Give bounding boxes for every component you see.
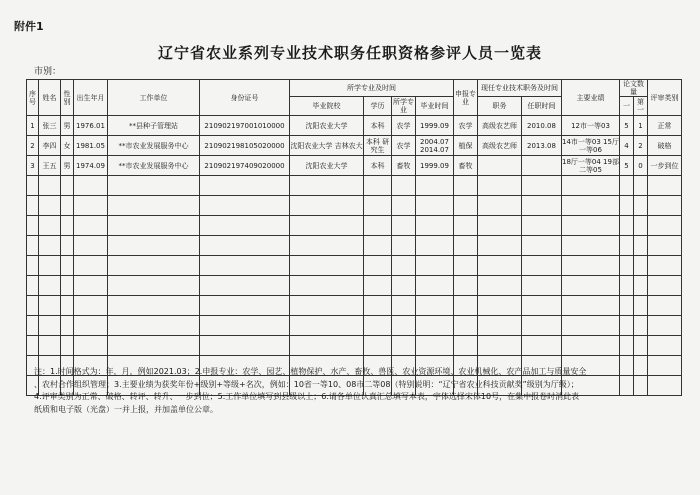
- cell-degree: [364, 176, 392, 196]
- cell-major: [392, 296, 416, 316]
- cell-review: [648, 236, 682, 256]
- cell-birth: 1974.09: [74, 156, 108, 176]
- col-grad-time: 毕业时间: [416, 97, 454, 116]
- note-line: 、农村合作组织管理；3.主要业绩为获奖年份+级别+等级+名次，例如：10省一等10、08市二等08（特别说明：“辽宁省农业科技贡献奖”级别为厅级）；: [34, 379, 579, 389]
- cell-review: [648, 176, 682, 196]
- cell-school: [290, 316, 364, 336]
- col-review: 评审类别: [648, 80, 682, 116]
- cell-review: 破格: [648, 136, 682, 156]
- cell-seq: [27, 196, 39, 216]
- cell-post-time: [522, 156, 562, 176]
- cell-achievement: [562, 336, 620, 356]
- cell-birth: [74, 296, 108, 316]
- cell-name: 张三: [39, 116, 61, 136]
- cell-review: 正常: [648, 116, 682, 136]
- cell-unit: [108, 196, 200, 216]
- cell-paper-total: [620, 256, 634, 276]
- cell-review: [648, 336, 682, 356]
- col-post-time: 任职时间: [522, 97, 562, 116]
- cell-seq: [27, 256, 39, 276]
- cell-gender: [61, 236, 74, 256]
- cell-apply-major: [454, 276, 478, 296]
- table-body: [27, 116, 682, 396]
- col-paper-total: 一: [620, 97, 634, 116]
- cell-major: [392, 176, 416, 196]
- cell-school: [290, 256, 364, 276]
- cell-post: [478, 276, 522, 296]
- cell-achievement: [562, 256, 620, 276]
- cell-school: [290, 216, 364, 236]
- cell-seq: 2: [27, 136, 39, 156]
- cell-apply-major: [454, 196, 478, 216]
- cell-paper-first: 1: [634, 116, 648, 136]
- cell-birth: [74, 176, 108, 196]
- table-row: [27, 196, 682, 216]
- cell-major: 农学: [392, 116, 416, 136]
- cell-degree: 本科: [364, 156, 392, 176]
- cell-post-time: [522, 336, 562, 356]
- cell-gender: 男: [61, 116, 74, 136]
- cell-review: [648, 216, 682, 236]
- cell-apply-major: [454, 216, 478, 236]
- cell-degree: [364, 216, 392, 236]
- cell-achievement: [562, 196, 620, 216]
- cell-achievement: [562, 216, 620, 236]
- cell-gender: [61, 196, 74, 216]
- cell-degree: [364, 316, 392, 336]
- cell-review: [648, 256, 682, 276]
- cell-birth: [74, 256, 108, 276]
- cell-paper-total: [620, 176, 634, 196]
- cell-post: [478, 176, 522, 196]
- cell-achievement: [562, 276, 620, 296]
- table-row: [27, 336, 682, 356]
- cell-post-time: 2010.08: [522, 116, 562, 136]
- personnel-table: [26, 79, 682, 396]
- cell-school: [290, 236, 364, 256]
- cell-gender: 男: [61, 156, 74, 176]
- cell-id: [200, 216, 290, 236]
- cell-unit: **市农业发展服务中心: [108, 156, 200, 176]
- cell-major: [392, 316, 416, 336]
- cell-id: 210902197001010000: [200, 116, 290, 136]
- col-seq: 序号: [27, 80, 39, 116]
- cell-seq: [27, 216, 39, 236]
- attachment-label: 附件1: [14, 20, 44, 33]
- cell-achievement: [562, 316, 620, 336]
- cell-school: [290, 296, 364, 316]
- cell-id: [200, 236, 290, 256]
- cell-apply-major: [454, 176, 478, 196]
- cell-post: [478, 196, 522, 216]
- cell-apply-major: [454, 316, 478, 336]
- cell-id: [200, 296, 290, 316]
- cell-gender: [61, 296, 74, 316]
- cell-seq: 1: [27, 116, 39, 136]
- cell-post: 高级农艺师: [478, 116, 522, 136]
- cell-unit: [108, 276, 200, 296]
- cell-name: 王五: [39, 156, 61, 176]
- table-row: [27, 256, 682, 276]
- cell-paper-total: [620, 236, 634, 256]
- cell-birth: [74, 316, 108, 336]
- cell-major: [392, 276, 416, 296]
- cell-apply-major: 农学: [454, 116, 478, 136]
- cell-seq: [27, 236, 39, 256]
- cell-unit: **县种子管理站: [108, 116, 200, 136]
- cell-gender: [61, 216, 74, 236]
- cell-grad-time: [416, 276, 454, 296]
- cell-degree: [364, 336, 392, 356]
- table-row: [27, 316, 682, 336]
- cell-paper-total: 4: [620, 136, 634, 156]
- cell-seq: [27, 336, 39, 356]
- cell-school: [290, 196, 364, 216]
- cell-post-time: [522, 216, 562, 236]
- cell-school: 沈阳农业大学 吉林农大: [290, 136, 364, 156]
- cell-apply-major: [454, 236, 478, 256]
- cell-grad-time: 2004.07 2014.07: [416, 136, 454, 156]
- cell-grad-time: [416, 176, 454, 196]
- cell-paper-first: [634, 256, 648, 276]
- cell-paper-first: [634, 196, 648, 216]
- cell-paper-first: [634, 296, 648, 316]
- cell-gender: [61, 176, 74, 196]
- cell-post: [478, 256, 522, 276]
- cell-paper-first: 0: [634, 156, 648, 176]
- cell-birth: 1976.01: [74, 116, 108, 136]
- col-unit: 工作单位: [108, 80, 200, 116]
- cell-achievement: [562, 236, 620, 256]
- cell-school: [290, 176, 364, 196]
- cell-major: [392, 336, 416, 356]
- page-title: 辽宁省农业系列专业技术职务任职资格参评人员一览表: [157, 44, 542, 62]
- cell-paper-total: 5: [620, 116, 634, 136]
- table-row: [27, 236, 682, 256]
- table-row: [27, 156, 682, 176]
- cell-apply-major: [454, 296, 478, 316]
- cell-birth: 1981.05: [74, 136, 108, 156]
- cell-post-time: [522, 256, 562, 276]
- cell-paper-first: [634, 276, 648, 296]
- cell-name: [39, 256, 61, 276]
- cell-paper-first: [634, 236, 648, 256]
- cell-birth: [74, 276, 108, 296]
- cell-id: [200, 316, 290, 336]
- cell-major: 农学: [392, 136, 416, 156]
- cell-post: [478, 296, 522, 316]
- cell-gender: [61, 336, 74, 356]
- note-line: 4.评审类别为正常、破格、转评、转升、一步到位；5.工作单位填写到县级以上；6.请各单位认真汇总填写本表，字体选择宋体10号，在集中报卷时消此表: [34, 392, 580, 401]
- note-line: 纸质和电子版（光盘）一并上报，并加盖单位公章。: [34, 404, 218, 414]
- cell-name: [39, 296, 61, 316]
- cell-review: 一步到位: [648, 156, 682, 176]
- cell-id: [200, 196, 290, 216]
- cell-paper-total: [620, 296, 634, 316]
- cell-post: [478, 336, 522, 356]
- cell-id: [200, 176, 290, 196]
- cell-paper-first: 2: [634, 136, 648, 156]
- cell-post-time: [522, 296, 562, 316]
- cell-paper-total: 5: [620, 156, 634, 176]
- cell-id: [200, 256, 290, 276]
- col-achievement: 主要业绩: [562, 80, 620, 116]
- col-paper-first: 第一: [634, 97, 648, 116]
- cell-birth: [74, 236, 108, 256]
- cell-degree: [364, 196, 392, 216]
- cell-id: [200, 336, 290, 356]
- cell-grad-time: [416, 296, 454, 316]
- col-name: 姓名: [39, 80, 61, 116]
- cell-seq: [27, 276, 39, 296]
- cell-degree: [364, 296, 392, 316]
- cell-paper-total: [620, 316, 634, 336]
- cell-post: 高级农艺师: [478, 136, 522, 156]
- col-id: 身份证号: [200, 80, 290, 116]
- col-apply-major: 申报专业: [454, 80, 478, 116]
- cell-post: [478, 156, 522, 176]
- table-row: [27, 216, 682, 236]
- cell-grad-time: [416, 336, 454, 356]
- note-line: 注：1.时间格式为：年，月，例如2021.03；2.申报专业：农学、园艺、植物保护、水产、畜牧、兽医、农业资源环境、农业机械化、农产品加工与质量安全: [34, 367, 587, 376]
- cell-unit: [108, 296, 200, 316]
- cell-paper-first: [634, 216, 648, 236]
- cell-post-time: [522, 196, 562, 216]
- cell-name: [39, 176, 61, 196]
- cell-degree: [364, 276, 392, 296]
- city-label: 市别：: [34, 67, 62, 77]
- cell-achievement: 14市一等03 15厅一等06: [562, 137, 619, 154]
- col-birth: 出生年月: [74, 80, 108, 116]
- cell-school: 沈阳农业大学: [290, 116, 364, 136]
- cell-paper-first: [634, 316, 648, 336]
- cell-post-time: [522, 316, 562, 336]
- cell-name: [39, 316, 61, 336]
- cell-major: [392, 216, 416, 236]
- cell-unit: **市农业发展服务中心: [108, 136, 200, 156]
- cell-seq: [27, 316, 39, 336]
- cell-unit: [108, 216, 200, 236]
- cell-id: 210902198105020000: [200, 136, 290, 156]
- cell-degree: 本科 研究生: [364, 136, 392, 156]
- table-row: [27, 116, 682, 136]
- cell-degree: 本科: [364, 116, 392, 136]
- cell-paper-total: [620, 196, 634, 216]
- cell-grad-time: [416, 316, 454, 336]
- col-gender: 性别: [61, 80, 74, 116]
- cell-post: [478, 216, 522, 236]
- cell-id: [200, 276, 290, 296]
- col-major: 所学专业: [393, 98, 414, 114]
- cell-apply-major: 畜牧: [454, 156, 478, 176]
- col-school: 毕业院校: [290, 97, 364, 116]
- cell-grad-time: 1999.09: [416, 116, 454, 136]
- cell-major: 畜牧: [392, 156, 416, 176]
- cell-major: [392, 196, 416, 216]
- cell-review: [648, 296, 682, 316]
- col-degree: 学历: [364, 97, 392, 116]
- cell-achievement: 12市一等03: [562, 116, 620, 136]
- cell-birth: [74, 336, 108, 356]
- cell-grad-time: [416, 216, 454, 236]
- cell-name: [39, 196, 61, 216]
- col-paper-group: 论文数量: [620, 80, 648, 97]
- cell-review: [648, 196, 682, 216]
- col-major-group: 所学专业及时间: [290, 80, 454, 97]
- table-row: [27, 296, 682, 316]
- cell-achievement: [562, 176, 620, 196]
- cell-paper-total: [620, 276, 634, 296]
- cell-gender: 女: [61, 136, 74, 156]
- cell-major: [392, 236, 416, 256]
- cell-grad-time: [416, 196, 454, 216]
- cell-paper-total: [620, 216, 634, 236]
- cell-post-time: [522, 176, 562, 196]
- cell-name: [39, 276, 61, 296]
- cell-review: [648, 276, 682, 296]
- cell-post-time: [522, 236, 562, 256]
- cell-post: [478, 316, 522, 336]
- cell-gender: [61, 316, 74, 336]
- cell-id: 210902197409020000: [200, 156, 290, 176]
- cell-school: 沈阳农业大学: [290, 156, 364, 176]
- table-row: [27, 136, 682, 156]
- cell-grad-time: 1999.09: [416, 156, 454, 176]
- cell-unit: [108, 336, 200, 356]
- cell-apply-major: [454, 336, 478, 356]
- cell-unit: [108, 236, 200, 256]
- cell-birth: [74, 216, 108, 236]
- cell-review: [648, 316, 682, 336]
- cell-post-time: 2013.08: [522, 136, 562, 156]
- cell-unit: [108, 176, 200, 196]
- cell-gender: [61, 276, 74, 296]
- cell-apply-major: 植保: [454, 136, 478, 156]
- cell-birth: [74, 196, 108, 216]
- cell-paper-first: [634, 336, 648, 356]
- col-post: 职务: [478, 97, 522, 116]
- cell-post: [478, 236, 522, 256]
- cell-seq: [27, 176, 39, 196]
- notes: [34, 366, 674, 416]
- cell-unit: [108, 256, 200, 276]
- cell-name: [39, 216, 61, 236]
- cell-paper-total: [620, 336, 634, 356]
- cell-achievement: [562, 296, 620, 316]
- cell-school: [290, 336, 364, 356]
- cell-major: [392, 256, 416, 276]
- cell-grad-time: [416, 236, 454, 256]
- cell-apply-major: [454, 256, 478, 276]
- cell-paper-first: [634, 176, 648, 196]
- cell-post-time: [522, 276, 562, 296]
- cell-name: 李四: [39, 136, 61, 156]
- cell-name: [39, 236, 61, 256]
- table-row: [27, 176, 682, 196]
- cell-unit: [108, 316, 200, 336]
- cell-name: [39, 336, 61, 356]
- cell-achievement: 18厅一等04 19部二等05: [562, 157, 619, 174]
- cell-seq: [27, 296, 39, 316]
- cell-grad-time: [416, 256, 454, 276]
- table-row: [27, 276, 682, 296]
- cell-degree: [364, 236, 392, 256]
- col-current-group: 现任专业技术职务及时间: [478, 80, 562, 97]
- cell-degree: [364, 256, 392, 276]
- cell-school: [290, 276, 364, 296]
- cell-seq: 3: [27, 156, 39, 176]
- header-row-1: [27, 80, 682, 97]
- cell-gender: [61, 256, 74, 276]
